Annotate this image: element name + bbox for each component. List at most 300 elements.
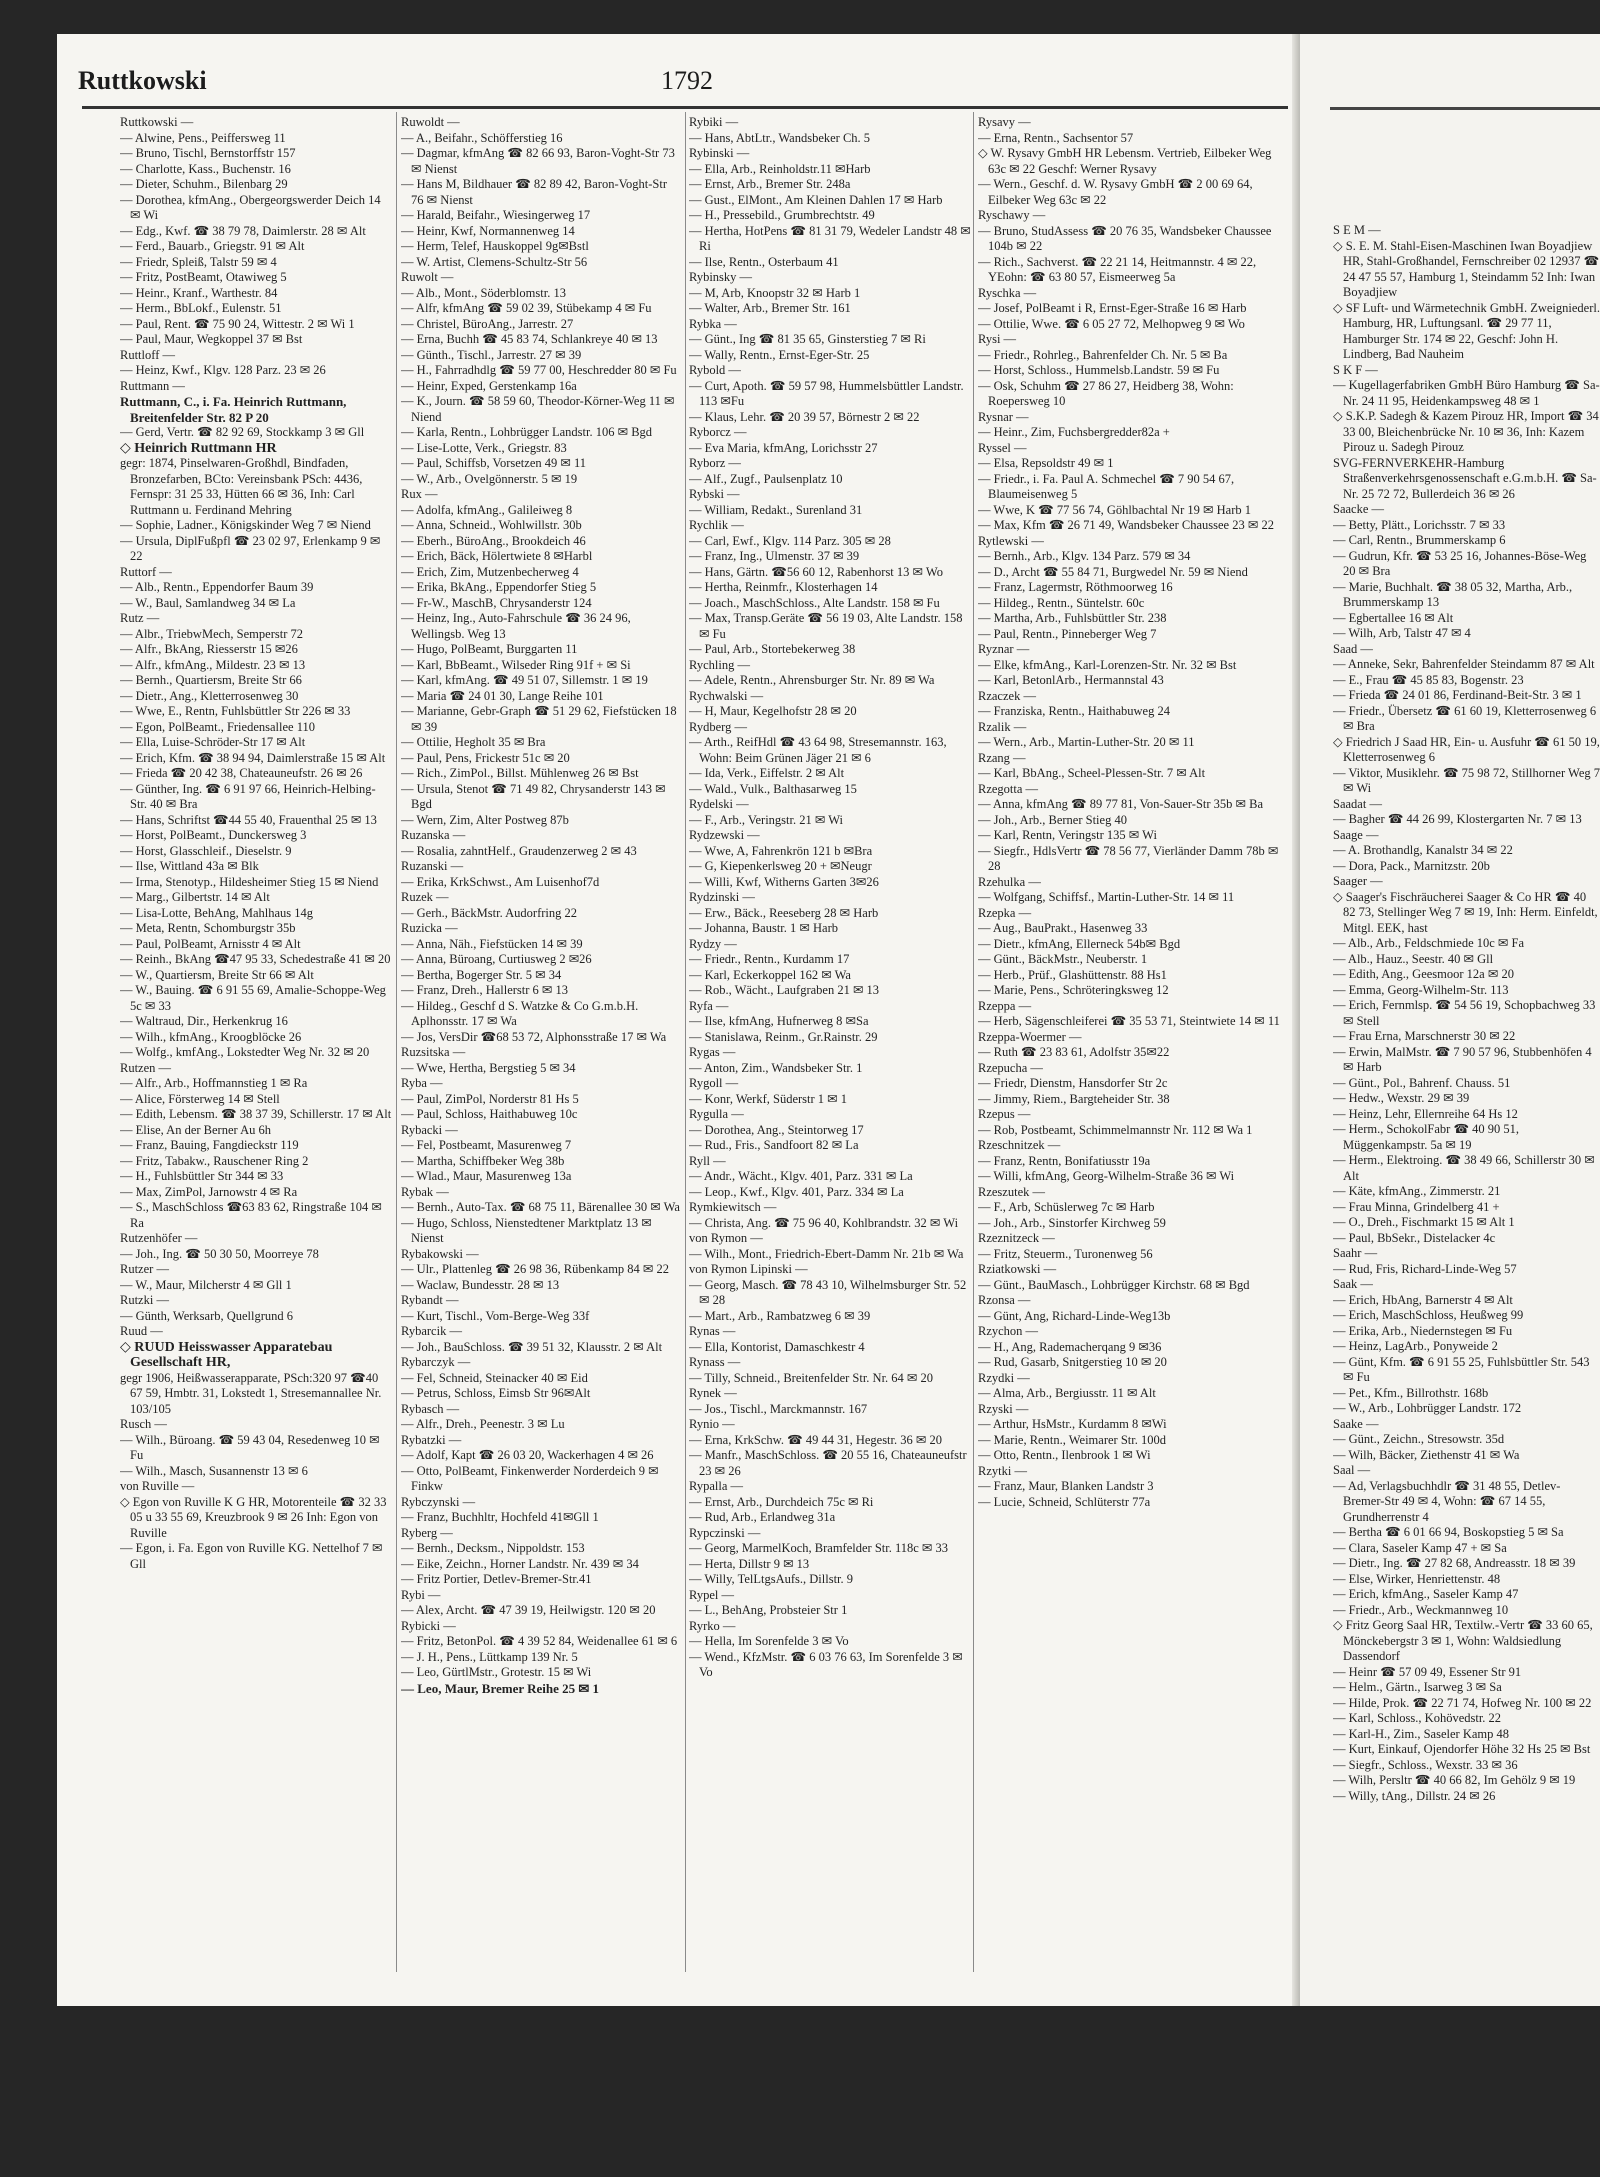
- directory-entry: Rydzewski —: [689, 828, 760, 842]
- directory-entry: Rzydki —: [978, 1370, 1030, 1385]
- directory-entry: Ruud —: [120, 1324, 163, 1338]
- directory-entry: — Dietr., Ang., Kletterrosenweg 30: [120, 688, 299, 703]
- directory-entry: — Wald., Vulk., Balthasarweg 15: [689, 781, 857, 796]
- directory-entry: — H., Fuhlsbüttler Str 344 ✉ 33: [120, 1169, 284, 1183]
- directory-entry: — Franz, Buchhltr, Hochfeld 41✉Gll 1: [401, 1510, 599, 1524]
- directory-entry: Rybold —: [689, 363, 741, 377]
- directory-entry: — Günt, Kfm. ☎ 6 91 55 25, Fuhlsbüttler Str. 543 ✉ Fu: [1333, 1354, 1590, 1384]
- directory-entry: — Horst, Glasschleif., Dieselstr. 9: [120, 843, 292, 858]
- directory-entry: Ruzicka —: [401, 921, 458, 935]
- directory-entry: — Franz, Lagermstr, Röthmoorweg 16: [978, 580, 1173, 594]
- directory-entry: S E M —: [1333, 223, 1381, 237]
- directory-entry: — Dietr., kfmAng, Ellerneck 54b✉ Bgd: [978, 936, 1181, 951]
- directory-entry: — Hilde, Prok. ☎ 22 71 74, Hofweg Nr. 100 ✉ 22: [1333, 1695, 1592, 1710]
- directory-entry: Rysavy —: [978, 115, 1031, 129]
- directory-entry: — Carl, Rentn., Brummerskamp 6: [1333, 533, 1506, 547]
- directory-entry: — Herm., BbLokf., Eulenstr. 51: [120, 301, 282, 315]
- directory-entry: — Lisa-Lotte, BehAng, Mahlhaus 14g: [120, 905, 314, 920]
- directory-entry: — Sophie, Ladner., Königskinder Weg 7 ✉ Niend: [120, 518, 371, 532]
- directory-entry: — Jos, VersDir ☎68 53 72, Alphonsstraße 17 ✉ Wa: [401, 1029, 667, 1044]
- directory-entry: Rybicki —: [401, 1618, 456, 1633]
- directory-entry: — Gerd, Vertr. ☎ 82 92 69, Stockkamp 3 ✉ Gll: [120, 425, 365, 439]
- directory-entry: ◇ Saager's Fischräucherei Saager & Co HR ☎ 40 82 73, Stellinger Weg 7 ✉ 19, Inh: Herm. Einfeldt, Mitgl. EEK, hast: [1333, 889, 1598, 935]
- directory-entry: — Friedr., Rentn., Kurdamm 17: [689, 952, 850, 966]
- directory-entry: — Manfr., MaschSchloss. ☎ 20 55 16, Chateauneufstr 23 ✉ 26: [689, 1448, 967, 1478]
- directory-entry: — Friedr., Übersetz ☎ 61 60 19, Kletterrosenweg 6 ✉ Bra: [1333, 703, 1597, 733]
- directory-entry: Rzeppa-Woermer —: [978, 1029, 1082, 1044]
- directory-entry: — Ottilie, Hegholt 35 ✉ Bra: [401, 735, 546, 749]
- directory-entry: Rzalik —: [978, 719, 1027, 734]
- directory-entry: — Wwe, A, Fahrenkrön 121 b ✉Bra: [689, 843, 873, 858]
- directory-entry: — Hertha, HotPens ☎ 81 31 79, Wedeler Landstr 48 ✉ Ri: [689, 223, 971, 253]
- directory-entry: — Alwine, Pens., Peiffersweg 11: [120, 130, 286, 145]
- directory-entry: Saak —: [1333, 1277, 1373, 1291]
- directory-entry: — Heinz, Lehr, Ellernreihe 64 Hs 12: [1333, 1106, 1518, 1121]
- directory-column-2: [401, 115, 681, 1995]
- directory-entry: Ryborcz —: [689, 425, 747, 439]
- directory-entry: — Kugellagerfabriken GmbH Büro Hamburg ☎ Sa-Nr. 24 11 95, Heidenkampsweg 48 ✉ 1: [1333, 378, 1600, 408]
- directory-entry: — Wilh., Büroang. ☎ 59 43 04, Resedenweg 10 ✉ Fu: [120, 1432, 380, 1462]
- directory-entry: — W., Baul, Samlandweg 34 ✉ La: [120, 595, 296, 610]
- directory-entry: Saadat —: [1333, 796, 1382, 811]
- directory-entry: — Maria ☎ 24 01 30, Lange Reihe 101: [401, 688, 604, 703]
- directory-entry: — Joh., Arb., Sinstorfer Kirchweg 59: [978, 1215, 1166, 1230]
- directory-entry: — Paul, Arb., Stortebekerweg 38: [689, 642, 856, 656]
- directory-entry: Rygas —: [689, 1045, 736, 1059]
- directory-entry: — S., MaschSchloss ☎63 83 62, Ringstraße 104 ✉ Ra: [120, 1200, 382, 1230]
- directory-entry: Rybczynski —: [401, 1494, 476, 1509]
- directory-entry: — Franziska, Rentn., Haithabuweg 24: [978, 704, 1170, 718]
- directory-entry: — Ilse, Rentn., Osterbaum 41: [689, 254, 839, 269]
- directory-entry: Rydzinski —: [689, 890, 755, 904]
- directory-entry: — Paul, BbSekr., Distelacker 4c: [1333, 1230, 1496, 1245]
- directory-entry: — Bernh., Quartiersm, Breite Str 66: [120, 673, 302, 687]
- directory-entry: ◇ SF Luft- und Wärmetechnik GmbH. Zweigniederl. Hamburg, HR, Luftungsanl. ☎ 29 77 11, Hamburger Str. 174 ✉ 22, Geschf: John H. Lindberg, Bad Nauheim: [1333, 300, 1600, 361]
- directory-entry: — Alf., Zugf., Paulsenplatz 10: [689, 471, 843, 486]
- directory-entry: — Fel, Schneid, Steinacker 40 ✉ Eid: [401, 1370, 588, 1385]
- directory-entry: — H., Pressebild., Grumbrechtstr. 49: [689, 208, 875, 222]
- directory-entry: — Anna, Schneid., Wohlwillstr. 30b: [401, 518, 582, 532]
- directory-entry: — Otto, Rentn., Ilenbrook 1 ✉ Wi: [978, 1448, 1151, 1462]
- directory-entry: Ryll —: [689, 1153, 726, 1168]
- directory-entry: — Paul, Schiffsb, Vorsetzen 49 ✉ 11: [401, 456, 587, 470]
- directory-entry: Rychwalski —: [689, 688, 764, 703]
- directory-entry: — Bertha, Bogerger Str. 5 ✉ 34: [401, 967, 562, 982]
- directory-entry: Rybinski —: [689, 146, 750, 160]
- directory-entry: — Rud, Gasarb, Snitgerstieg 10 ✉ 20: [978, 1355, 1167, 1369]
- directory-entry: Ryborz —: [689, 456, 741, 470]
- page-number: 1792: [661, 66, 713, 95]
- directory-entry: Rygoll —: [689, 1076, 739, 1090]
- directory-entry: — Paul, Maur, Wegkoppel 37 ✉ Bst: [120, 332, 303, 346]
- directory-entry: — Max, Transp.Geräte ☎ 56 19 03, Alte Landstr. 158 ✉ Fu: [689, 611, 963, 641]
- directory-entry: — Ernst, Arb., Durchdeich 75c ✉ Ri: [689, 1494, 874, 1509]
- directory-entry: Ruttmann, C., i. Fa. Heinrich Ruttmann, Breitenfelder Str. 82 P 20: [120, 394, 347, 425]
- directory-entry: — Willi, Kwf, Witherns Garten 3✉26: [689, 874, 879, 889]
- directory-entry: — Martha, Arb., Fuhlsbüttler Str. 238: [978, 611, 1167, 625]
- directory-entry: — Hans, Gärtn. ☎56 60 12, Rabenhorst 13 ✉ Wo: [689, 564, 943, 579]
- directory-entry: Rux —: [401, 487, 438, 501]
- directory-entry: Rybarczyk —: [401, 1355, 471, 1369]
- directory-entry: — Tilly, Schneid., Breitenfelder Str. Nr. 64 ✉ 20: [689, 1370, 934, 1385]
- directory-entry: — Wilh., Masch, Susannenstr 13 ✉ 6: [120, 1463, 308, 1478]
- directory-entry: Rybiki —: [689, 115, 739, 129]
- directory-entry: — F., Arb, Schüslerweg 7c ✉ Harb: [978, 1200, 1155, 1214]
- directory-entry: — Bernh., Arb., Klgv. 134 Parz. 579 ✉ 34: [978, 549, 1191, 563]
- directory-entry: — Albr., TriebwMech, Semperstr 72: [120, 626, 303, 641]
- directory-entry: Rzyski —: [978, 1401, 1029, 1416]
- directory-entry: — Ursula, Stenot ☎ 71 49 82, Chrysanderstr 143 ✉ Bgd: [401, 781, 666, 811]
- directory-entry: — Günt., BauMasch., Lohbrügger Kirchstr. 68 ✉ Bgd: [978, 1277, 1250, 1292]
- directory-entry: — Erwin, MalMstr. ☎ 7 90 57 96, Stubbenhöfen 4 ✉ Harb: [1333, 1044, 1592, 1074]
- directory-entry: — Egon, PolBeamt., Friedensallee 110: [120, 719, 315, 734]
- directory-entry: — Paul, Rent. ☎ 75 90 24, Wittestr. 2 ✉ Wi 1: [120, 316, 355, 331]
- directory-entry: — Edith, Lebensm. ☎ 38 37 39, Schillerstr. 17 ✉ Alt: [120, 1107, 392, 1121]
- directory-entry: Rzaczek —: [978, 688, 1036, 703]
- directory-entry: — Adolfa, kfmAng., Galileiweg 8: [401, 502, 573, 517]
- directory-entry: — Elke, kfmAng., Karl-Lorenzen-Str. Nr. 32 ✉ Bst: [978, 657, 1237, 672]
- directory-entry: — Paul, Pens, Frickestr 51c ✉ 20: [401, 750, 570, 765]
- directory-entry: Rzonsa —: [978, 1293, 1031, 1307]
- directory-entry: Ryrko —: [689, 1618, 736, 1633]
- directory-entry: — Ursula, DiplFußpfl ☎ 23 02 97, Erlenkamp 9 ✉ 22: [120, 533, 381, 563]
- directory-entry: — Ernst, Arb., Bremer Str. 248a: [689, 177, 851, 191]
- directory-entry: — Alb., Arb., Feldschmiede 10c ✉ Fa: [1333, 936, 1525, 950]
- directory-entry: Rzepucha —: [978, 1060, 1043, 1075]
- directory-entry: — Hugo, PolBeamt, Burggarten 11: [401, 642, 578, 656]
- directory-entry: Rutzer —: [120, 1262, 169, 1276]
- column-divider: [685, 112, 686, 1972]
- directory-entry: — Franz, Rentn, Bonifatiusstr 19a: [978, 1153, 1151, 1168]
- directory-entry: — Ruth ☎ 23 83 61, Adolfstr 35✉22: [978, 1045, 1170, 1059]
- directory-entry: — Gust., ElMont., Am Kleinen Dahlen 17 ✉ Harb: [689, 192, 943, 207]
- directory-entry: Ruwolt —: [401, 270, 454, 284]
- directory-entry: — Marianne, Gebr-Graph ☎ 51 29 62, Fiefstücken 18 ✉ 39: [401, 704, 677, 734]
- directory-entry: — Frieda ☎ 24 01 86, Ferdinand-Beit-Str. 3 ✉ 1: [1333, 688, 1582, 702]
- directory-entry: — Erna, KrkSchw. ☎ 49 44 31, Hegestr. 36 ✉ 20: [689, 1432, 942, 1447]
- directory-entry: — G, Kiepenkerlsweg 20 + ✉Neugr: [689, 859, 872, 873]
- directory-entry: Rybka —: [689, 316, 737, 331]
- directory-entry: — Dorothea, Ang., Steintorweg 17: [689, 1122, 864, 1137]
- directory-entry: Rzeznitzeck —: [978, 1231, 1055, 1245]
- directory-entry: — Wwe, Hertha, Bergstieg 5 ✉ 34: [401, 1060, 576, 1075]
- directory-entry: Ruzek —: [401, 890, 449, 904]
- directory-entry: Rydzy —: [689, 936, 737, 951]
- directory-entry: — Bernh., Decksm., Nippoldstr. 153: [401, 1541, 585, 1555]
- directory-entry: — Charlotte, Kass., Buchenstr. 16: [120, 161, 291, 176]
- directory-entry: — Dietr., Ing. ☎ 27 82 68, Andreasstr. 18 ✉ 39: [1333, 1556, 1576, 1570]
- directory-entry: Saake —: [1333, 1416, 1379, 1431]
- running-head-name: Ruttkowski: [78, 66, 207, 95]
- directory-entry: Rzeszutek —: [978, 1184, 1045, 1199]
- directory-entry: — Bruno, StudAssess ☎ 20 76 35, Wandsbeker Chaussee 104b ✉ 22: [978, 223, 1272, 253]
- directory-entry: Rypel —: [689, 1587, 734, 1602]
- directory-entry: — H, Maur, Kegelhofstr 28 ✉ 20: [689, 704, 857, 718]
- directory-entry: — Lucie, Schneid, Schlüterstr 77a: [978, 1494, 1151, 1509]
- directory-entry: Ruttkowski —: [120, 115, 194, 129]
- directory-entry: — Günt, Ang, Richard-Linde-Weg13b: [978, 1308, 1171, 1323]
- directory-entry: — Karl, BetonlArb., Hermannstal 43: [978, 673, 1164, 687]
- directory-entry: — Arthur, HsMstr., Kurdamm 8 ✉Wi: [978, 1417, 1167, 1431]
- column-divider: [396, 112, 397, 1972]
- directory-entry: — Hildeg., Rentn., Süntelstr. 60c: [978, 595, 1145, 610]
- directory-entry: — Wolfgang, Schiffsf., Martin-Luther-Str. 14 ✉ 11: [978, 890, 1235, 904]
- directory-entry: — Georg, MarmelKoch, Bramfelder Str. 118c ✉ 33: [689, 1541, 949, 1555]
- directory-entry: von Rymon —: [689, 1231, 763, 1245]
- directory-entry: — Franz, Dreh., Hallerstr 6 ✉ 13: [401, 983, 569, 997]
- directory-entry: — W., Arb., Ovelgönnerstr. 5 ✉ 19: [401, 471, 578, 486]
- directory-entry: — Rob, Postbeamt, Schimmelmannstr Nr. 112 ✉ Wa 1: [978, 1122, 1253, 1137]
- directory-entry: Rzeppa —: [978, 998, 1032, 1013]
- directory-entry: — Karla, Rentn., Lohbrügger Landstr. 106 ✉ Bgd: [401, 425, 653, 439]
- directory-entry: von Rymon Lipinski —: [689, 1262, 808, 1276]
- directory-entry: Rzeschnitzek —: [978, 1138, 1061, 1152]
- directory-entry: — Bagher ☎ 44 26 99, Klostergarten Nr. 7 ✉ 13: [1333, 812, 1582, 826]
- directory-entry: — Klaus, Lehr. ☎ 20 39 57, Börnestr 2 ✉ 22: [689, 409, 920, 424]
- directory-entry: — Helm., Gärtn., Isarweg 3 ✉ Sa: [1333, 1680, 1502, 1694]
- directory-entry: — Betty, Plätt., Lorichsstr. 7 ✉ 33: [1333, 517, 1506, 532]
- directory-entry: Rypczinski —: [689, 1525, 761, 1540]
- directory-entry: Rynio —: [689, 1417, 735, 1431]
- directory-entry: Rutzen —: [120, 1060, 172, 1075]
- directory-entry: — Petrus, Schloss, Eimsb Str 96✉Alt: [401, 1386, 591, 1400]
- directory-entry: — Egbertallee 16 ✉ Alt: [1333, 610, 1454, 625]
- directory-entry: Ryznar —: [978, 642, 1030, 656]
- directory-entry: Rybatzki —: [401, 1432, 462, 1447]
- directory-entry: Ryschawy —: [978, 208, 1046, 222]
- directory-entry: — Käte, kfmAng., Zimmerstr. 21: [1333, 1184, 1501, 1198]
- directory-entry: — Pet., Kfm., Billrothstr. 168b: [1333, 1385, 1489, 1400]
- directory-entry: — Wwe, E., Rentn, Fuhlsbüttler Str 226 ✉ 33: [120, 704, 351, 718]
- directory-entry: — Alfr., Dreh., Peenestr. 3 ✉ Lu: [401, 1417, 565, 1431]
- directory-entry: — Andr., Wächt., Klgv. 401, Parz. 331 ✉ La: [689, 1169, 913, 1183]
- directory-entry: — W., Arb., Lohbrügger Landstr. 172: [1333, 1401, 1522, 1415]
- directory-entry: — Frau Minna, Grindelberg 41 +: [1333, 1199, 1500, 1214]
- directory-entry: — Ilse, kfmAng, Hufnerweg 8 ✉Sa: [689, 1014, 869, 1028]
- directory-entry: — Ferd., Bauarb., Griegstr. 91 ✉ Alt: [120, 239, 305, 253]
- directory-entry: — Fr-W., MaschB, Chrysanderstr 124: [401, 595, 592, 610]
- directory-entry: — Dora, Pack., Marnitzstr. 20b: [1333, 858, 1490, 873]
- directory-entry: S K F —: [1333, 362, 1378, 377]
- directory-entry: — Ella, Luise-Schröder-Str 17 ✉ Alt: [120, 735, 306, 749]
- directory-entry: — D., Archt ☎ 55 84 71, Burgwedel Nr. 59 ✉ Niend: [978, 564, 1248, 579]
- directory-entry: — Alb., Hauz., Seestr. 40 ✉ Gll: [1333, 951, 1494, 966]
- directory-entry: — Herm, Telef, Hauskoppel 9g✉Bstl: [401, 239, 589, 253]
- directory-entry: — Karl, BbAng., Scheel-Plessen-Str. 7 ✉ Alt: [978, 766, 1206, 780]
- directory-entry: — Leo, GürtlMstr., Grotestr. 15 ✉ Wi: [401, 1665, 592, 1679]
- directory-entry: — Franz, Ing., Ulmenstr. 37 ✉ 39: [689, 549, 860, 563]
- directory-entry: — Edg., Kwf. ☎ 38 79 78, Daimlerstr. 28 ✉ Alt: [120, 223, 366, 238]
- directory-entry: — A., Beifahr., Schöfferstieg 16: [401, 130, 563, 145]
- directory-entry: — Günther, Ing. ☎ 6 91 97 66, Heinrich-Helbing-Str. 40 ✉ Bra: [120, 781, 376, 811]
- directory-entry: ◇ Friedrich J Saad HR, Ein- u. Ausfuhr ☎ 61 50 19, Kletterrosenweg 6: [1333, 734, 1600, 764]
- directory-entry: — E., Frau ☎ 45 85 83, Bogenstr. 23: [1333, 672, 1524, 687]
- directory-entry: — Günt., Ing ☎ 81 35 65, Ginsterstieg 7 ✉ Ri: [689, 332, 926, 346]
- directory-entry: Rynek —: [689, 1386, 737, 1400]
- directory-entry: — Kurt, Einkauf, Ojendorfer Höhe 32 Hs 25 ✉ Bst: [1333, 1742, 1591, 1756]
- directory-entry: — Hans, AbtLtr., Wandsbeker Ch. 5: [689, 130, 871, 145]
- directory-entry: — Heinr, Kwf, Normannenweg 14: [401, 223, 575, 238]
- directory-entry: — Erich, Bäck, Hölertwiete 8 ✉Harbl: [401, 549, 593, 563]
- directory-entry: — Elise, An der Berner Au 6h: [120, 1122, 272, 1137]
- directory-entry: — H., Fahrradhdlg ☎ 59 77 00, Heschredder 80 ✉ Fu: [401, 363, 677, 377]
- directory-entry: — Herm., SchokolFabr ☎ 40 90 51, Müggenkampstr. 5a ✉ 19: [1333, 1122, 1520, 1152]
- directory-entry: — Siegfr., Schloss., Wexstr. 33 ✉ 36: [1333, 1757, 1518, 1772]
- directory-entry: — Fritz, BetonPol. ☎ 4 39 52 84, Weidenallee 61 ✉ 6: [401, 1634, 678, 1648]
- directory-entry: — Alma, Arb., Bergiusstr. 11 ✉ Alt: [978, 1386, 1156, 1400]
- directory-entry: — Anton, Zim., Wandsbeker Str. 1: [689, 1060, 863, 1075]
- directory-entry: — Karl, Rentn, Veringstr 135 ✉ Wi: [978, 828, 1157, 842]
- column-divider: [973, 112, 974, 1972]
- directory-entry: — Frau Erna, Marschnerstr 30 ✉ 22: [1333, 1029, 1516, 1043]
- directory-entry: — Fritz, Steuerm., Turonenweg 56: [978, 1246, 1153, 1261]
- directory-entry: Rybinsky —: [689, 270, 753, 284]
- directory-entry: — Friedr., i. Fa. Paul A. Schmechel ☎ 7 90 54 67, Blaumeisenweg 5: [978, 471, 1235, 501]
- directory-entry: — Adolf, Kapt ☎ 26 03 20, Wackerhagen 4 ✉ 26: [401, 1448, 654, 1462]
- directory-entry: — Wlad., Maur, Masurenweg 13a: [401, 1169, 572, 1183]
- directory-entry: — Hertha, Reinmfr., Klosterhagen 14: [689, 580, 878, 594]
- directory-entry: — Eike, Zeichn., Horner Landstr. Nr. 439 ✉ 34: [401, 1556, 639, 1571]
- facing-header-rule: [1330, 107, 1600, 110]
- directory-entry: — Günt., BäckMstr., Neuberstr. 1: [978, 952, 1148, 966]
- directory-entry: — Erna, Buchh ☎ 45 83 74, Schlankreye 40 ✉ 13: [401, 332, 658, 346]
- directory-entry: Rzychon —: [978, 1324, 1039, 1338]
- directory-entry: — Lise-Lotte, Verk., Griegstr. 83: [401, 440, 567, 455]
- directory-entry: Ryssel —: [978, 440, 1027, 455]
- directory-entry: — Reinh., BkAng ☎47 95 33, Schedestraße 41 ✉ 20: [120, 952, 391, 966]
- directory-entry: — Carl, Ewf., Klgv. 114 Parz. 305 ✉ 28: [689, 533, 891, 548]
- directory-entry: — Anna, kfmAng ☎ 89 77 81, Von-Sauer-Str 35b ✉ Ba: [978, 797, 1264, 811]
- directory-entry: — Erich, Zim, Mutzenbecherweg 4: [401, 564, 579, 579]
- directory-entry: — Marie, Rentn., Weimarer Str. 100d: [978, 1432, 1166, 1447]
- directory-entry: ◇ RUUD Heisswasser Apparatebau Gesellschaft HR,: [120, 1339, 333, 1370]
- directory-entry: — H., Ang, Rademacherqang 9 ✉36: [978, 1339, 1162, 1354]
- directory-entry: — Hans M, Bildhauer ☎ 82 89 42, Baron-Voght-Str 76 ✉ Nienst: [401, 177, 668, 207]
- directory-entry: Rutzki —: [120, 1293, 169, 1307]
- directory-entry: — Stanislawa, Reinm., Gr.Rainstr. 29: [689, 1029, 878, 1044]
- directory-entry: — Paul, Rentn., Pinneberger Weg 7: [978, 626, 1157, 641]
- directory-entry: — Walter, Arb., Bremer Str. 161: [689, 301, 851, 315]
- directory-entry: Rysi —: [978, 332, 1017, 346]
- directory-entry: — Aug., BauPrakt., Hasenweg 33: [978, 921, 1148, 935]
- directory-entry: — Alfr., kfmAng., Mildestr. 23 ✉ 13: [120, 657, 306, 672]
- directory-entry: — Erika, KrkSchwst., Am Luisenhof7d: [401, 874, 600, 889]
- directory-entry: Ruwoldt —: [401, 115, 460, 129]
- directory-entry: — Johanna, Baustr. 1 ✉ Harb: [689, 921, 838, 935]
- directory-entry: — Wilh, Bäcker, Ziethenstr 41 ✉ Wa: [1333, 1447, 1520, 1462]
- directory-entry: — Rud, Arb., Erlandweg 31a: [689, 1510, 836, 1524]
- directory-entry: — Erich, HbAng, Barnerstr 4 ✉ Alt: [1333, 1292, 1513, 1307]
- directory-entry: — Alice, Försterweg 14 ✉ Stell: [120, 1091, 280, 1106]
- directory-entry: — Paul, Schloss, Haithabuweg 10c: [401, 1107, 578, 1121]
- facing-page-column: [1333, 223, 1600, 2103]
- directory-entry: — L., BehAng, Probsteier Str 1: [689, 1603, 848, 1617]
- directory-entry: — Alfr., BkAng, Riesserstr 15 ✉26: [120, 642, 298, 656]
- directory-entry: — Bertha ☎ 6 01 66 94, Boskopstieg 5 ✉ Sa: [1333, 1525, 1564, 1539]
- directory-column-1: [120, 115, 392, 1995]
- directory-entry: Rybski —: [689, 487, 740, 501]
- directory-entry: — Jimmy, Riem., Bargteheider Str. 38: [978, 1091, 1170, 1106]
- directory-entry: Ruzanski —: [401, 859, 464, 873]
- directory-entry: — Willy, TelLtgsAufs., Dillstr. 9: [689, 1572, 854, 1586]
- directory-entry: Rusch —: [120, 1417, 167, 1431]
- directory-entry: — Marg., Gilbertstr. 14 ✉ Alt: [120, 890, 270, 904]
- directory-entry: — Ida, Verk., Eiffelstr. 2 ✉ Alt: [689, 766, 845, 780]
- directory-entry: — Wilh, Arb, Talstr 47 ✉ 4: [1333, 626, 1471, 640]
- directory-entry: — W., Quartiersm, Breite Str 66 ✉ Alt: [120, 967, 314, 982]
- directory-entry: — Else, Wirker, Henriettenstr. 48: [1333, 1571, 1501, 1586]
- directory-entry: — Joach., MaschSchloss., Alte Landstr. 158 ✉ Fu: [689, 595, 940, 610]
- directory-entry: — Joh., Ing. ☎ 50 30 50, Moorreye 78: [120, 1246, 319, 1261]
- directory-entry: — Ilse, Wittland 43a ✉ Blk: [120, 859, 259, 873]
- directory-entry: — Fritz Portier, Detlev-Bremer-Str.41: [401, 1572, 592, 1586]
- directory-entry: — Ulr., Plattenleg ☎ 26 98 36, Rübenkamp 84 ✉ 22: [401, 1262, 670, 1276]
- directory-entry: — Friedr., Rohrleg., Bahrenfelder Ch. Nr. 5 ✉ Ba: [978, 347, 1228, 362]
- directory-entry: — Rich., ZimPol., Billst. Mühlenweg 26 ✉ Bst: [401, 766, 639, 780]
- directory-entry: Ruzanska —: [401, 828, 466, 842]
- directory-entry: — Alb., Mont., Söderblomstr. 13: [401, 285, 566, 300]
- directory-entry: — Christa, Ang. ☎ 75 96 40, Kohlbrandstr. 32 ✉ Wi: [689, 1215, 959, 1230]
- directory-entry: Ruttorf —: [120, 564, 172, 579]
- directory-entry: gegr 1906, Heißwasserapparate, PSch:320 97 ☎40 67 59, Hmbtr. 31, Lokstedt 1, Stresemannallee Nr. 103/105: [120, 1370, 382, 1416]
- directory-entry: — Heinr, Exped, Gerstenkamp 16a: [401, 378, 577, 393]
- directory-entry: — Willy, tAng., Dillstr. 24 ✉ 26: [1333, 1788, 1496, 1803]
- directory-entry: Rysnar —: [978, 409, 1029, 424]
- directory-entry: — Erich, Fernmlsp. ☎ 54 56 19, Schopbachweg 33 ✉ Stell: [1333, 998, 1596, 1028]
- directory-entry: — Heinz, Ing., Auto-Fahrschule ☎ 36 24 96, Wellingsb. Weg 13: [401, 611, 631, 641]
- directory-entry: — Mart., Arb., Rambatzweg 6 ✉ 39: [689, 1308, 871, 1323]
- directory-entry: — Anneke, Sekr, Bahrenfelder Steindamm 87 ✉ Alt: [1333, 657, 1595, 671]
- directory-entry: Rzytki —: [978, 1463, 1027, 1478]
- directory-entry: — Wilh., kfmAng., Kroogblöcke 26: [120, 1029, 302, 1044]
- directory-entry: — Emma, Georg-Wilhelm-Str. 113: [1333, 982, 1509, 997]
- directory-entry: — Erna, Rentn., Sachsentor 57: [978, 130, 1134, 145]
- directory-entry: — Heinr., Zim, Fuchsbergredder82a +: [978, 425, 1170, 439]
- directory-entry: — Ad, Verlagsbuchhdlr ☎ 31 48 55, Detlev-Bremer-Str 49 ✉ 4, Wohn: ☎ 67 14 55, Grundherrenstr 4: [1333, 1478, 1561, 1524]
- directory-entry: Rutzenhöfer —: [120, 1231, 198, 1245]
- directory-entry: Saager —: [1333, 874, 1383, 888]
- directory-entry: — Erika, BkAng., Eppendorfer Stieg 5: [401, 580, 597, 594]
- directory-entry: — Paul, PolBeamt, Arnisstr 4 ✉ Alt: [120, 936, 301, 951]
- directory-entry: — Rosalia, zahntHelf., Graudenzerweg 2 ✉ 43: [401, 843, 637, 858]
- directory-entry: Rzang —: [978, 750, 1026, 765]
- directory-entry: Saacke —: [1333, 502, 1385, 516]
- directory-entry: Rytlewski —: [978, 533, 1044, 548]
- directory-entry: — W., Maur, Milcherstr 4 ✉ Gll 1: [120, 1277, 292, 1292]
- directory-entry: — Heinr ☎ 57 09 49, Essener Str 91: [1333, 1664, 1522, 1679]
- directory-entry: — Günt., Zeichn., Stresowstr. 35d: [1333, 1432, 1505, 1446]
- directory-entry: — Alfr., Arb., Hoffmannstieg 1 ✉ Ra: [120, 1076, 308, 1090]
- directory-entry: Rypalla —: [689, 1479, 744, 1493]
- directory-entry: — Hugo, Schloss, Nienstedtener Marktplatz 13 ✉ Nienst: [401, 1215, 652, 1245]
- directory-entry: — Max, ZimPol, Jarnowstr 4 ✉ Ra: [120, 1184, 298, 1199]
- directory-entry: Rychling —: [689, 657, 750, 672]
- directory-entry: — Karl, kfmAng. ☎ 49 51 07, Sillemstr. 1 ✉ 19: [401, 673, 648, 687]
- directory-entry: — Wern., Arb., Martin-Luther-Str. 20 ✉ 11: [978, 735, 1195, 749]
- directory-entry: — Fritz, PostBeamt, Otawiweg 5: [120, 270, 287, 284]
- directory-entry: — Horst, Schloss., Hummelsb.Landstr. 59 ✉ Fu: [978, 363, 1220, 377]
- directory-entry: ◇ S.K.P. Sadegh & Kazem Pirouz HR, Import ☎ 34 33 00, Bleichenbrücke Nr. 10 ✉ 36, Inh: Kazem Pirouz u. Sadegh Pirouz: [1333, 409, 1599, 454]
- directory-entry: — Josef, PolBeamt i R, Ernst-Eger-Straße 16 ✉ Harb: [978, 301, 1247, 315]
- directory-entry: — Fel, Postbeamt, Masurenweg 7: [401, 1138, 572, 1152]
- directory-entry: — Kurt, Tischl., Vom-Berge-Weg 33f: [401, 1308, 590, 1323]
- directory-entry: — Hildeg., Geschf d S. Watzke & Co G.m.b.H. Aplhonsstr. 17 ✉ Wa: [401, 998, 639, 1028]
- directory-entry: — Günt., Pol., Bahrenf. Chauss. 51: [1333, 1075, 1511, 1090]
- directory-entry: Rygulla —: [689, 1107, 744, 1121]
- directory-entry: — Bruno, Tischl, Bernstorffstr 157: [120, 146, 296, 160]
- directory-entry: — Günth., Tischl., Jarrestr. 27 ✉ 39: [401, 347, 582, 362]
- directory-entry: — Friedr., Arb., Weckmannweg 10: [1333, 1602, 1509, 1617]
